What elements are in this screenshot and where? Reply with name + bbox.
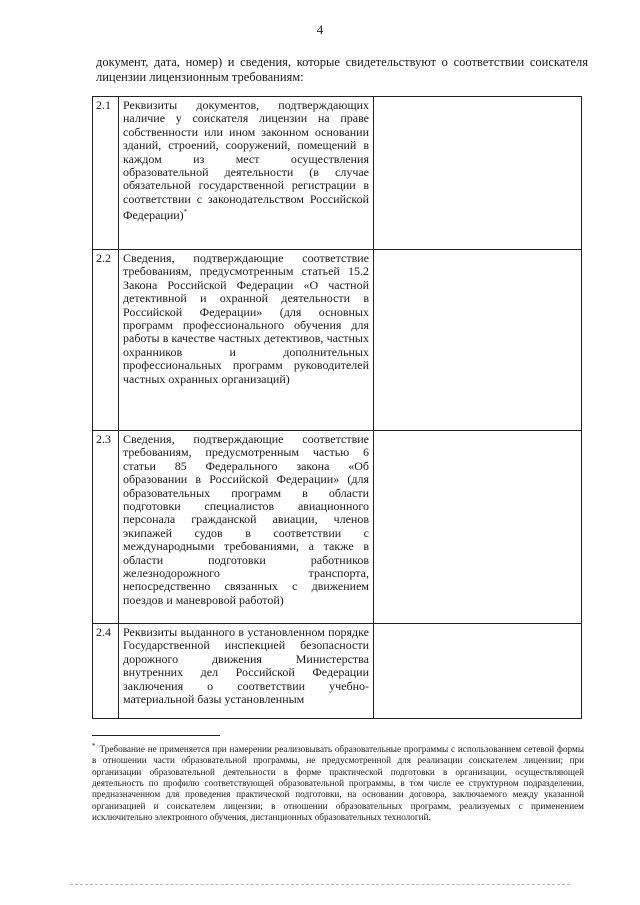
row-number: 2.3: [93, 431, 119, 624]
page-number: 4: [316, 22, 324, 37]
footnote-marker: *: [92, 742, 96, 750]
row-text: Реквизиты выданного в установленном порядке Государственной инспекцией безопасности дорожного движения Министерства внутренних дел Российской Федерации заключения о соответствии учебно-материальной базы установленным: [123, 626, 369, 707]
table-row: [93, 431, 582, 624]
row-text: Реквизиты документов, подтверждающих наличие у соискателя лицензии на праве собственности или ином законном основании зданий, строений, сооружений, помещений в каждом из мест осуществления образовательной деятельности (в случае обязательной государственной регистрации в соответствии с законодательством Российской Федерации): [123, 98, 369, 223]
row-number: 2.1: [93, 97, 119, 250]
table-row: [93, 624, 582, 719]
intro-paragraph: документ, дата, номер) и сведения, которые свидетельствуют о соответствии соискателя лицензии лицензионным требованиям:: [96, 55, 588, 84]
row-description: [119, 97, 374, 250]
row-number: 2.4: [93, 624, 119, 719]
row-description: Сведения, подтверждающие соответствие требованиям, предусмотренным частью 6 статьи 85 Федерального закона «Об образовании в Российской Федерации» (для образовательных программ в области подготовки специалистов авиационного персонала гражданской авиации, членов экипажей судов в соответствии с международными требованиями, а также в области подготовки работников железнодорожного транспорта, непосредственно связанных с движением поездов и маневровой работой): [119, 431, 374, 624]
footnote-text: Требование не применяется при намерении реализовывать образовательные программы с использованием сетевой формы в отношении части образовательной программы, не предусмотренной для реализации соискателем лицензии; при организации образовательной деятельности в форме практической подготовки в организации, осуществляющей деятельность по профилю соответствующей образовательной программы, в том числе ее структурном подразделении, предназначенном для проведения практической подготовки, на основании договора, заключаемого между указанной организацией и соискателем лицензии; в отношении образовательных программ, реализуемых с применением исключительно электронного обучения, дистанционных образовательных технологий.: [92, 744, 584, 822]
requirements-table: [92, 96, 582, 719]
row-value-cell[interactable]: [374, 624, 582, 719]
row-description: Сведения, подтверждающие соответствие требованиям, предусмотренным статьей 15.2 Закона Российской Федерации «О частной детективной и охранной деятельности в Российской Федерации» (для основных программ профессионального обучения для работы в качестве частных детективов, частных охранников и дополнительных профессиональных программ руководителей частных охранных организаций): [119, 250, 374, 431]
table-row: [93, 97, 582, 250]
row-value-cell[interactable]: [374, 431, 582, 624]
row-value-cell[interactable]: [374, 250, 582, 431]
row-description: [119, 624, 374, 719]
row-value-cell[interactable]: [374, 97, 582, 250]
footnote: [92, 741, 584, 823]
row-number: 2.2: [93, 250, 119, 431]
footnote-separator: [92, 735, 220, 736]
page-bottom-edge: [70, 884, 570, 885]
footnote-reference: *: [183, 208, 188, 217]
table-row: [93, 250, 582, 431]
